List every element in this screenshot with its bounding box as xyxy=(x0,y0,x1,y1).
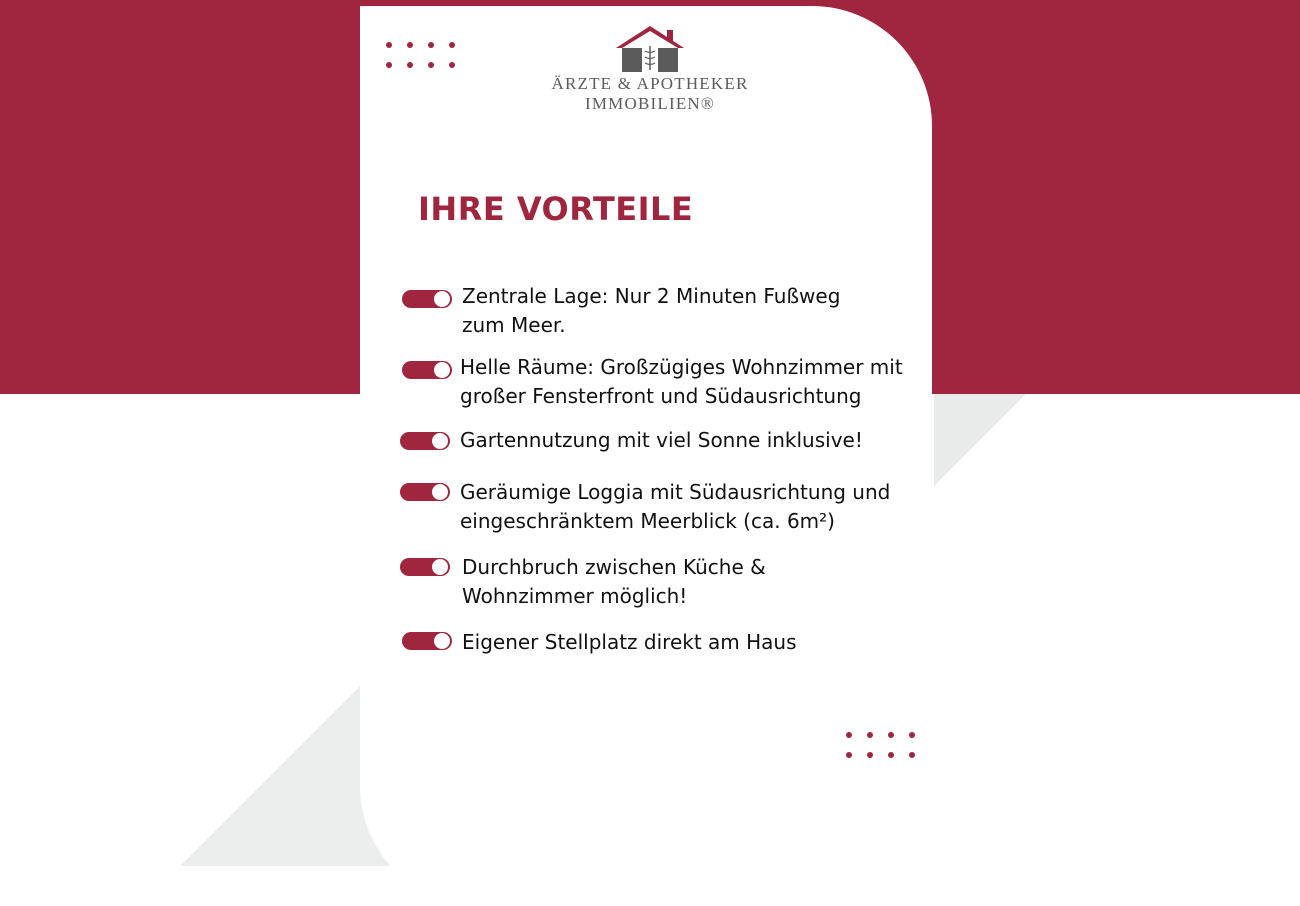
white-card xyxy=(360,6,932,906)
list-item-text: Zentrale Lage: Nur 2 Minuten Fußweg zum Meer. xyxy=(462,284,841,337)
toggle-icon xyxy=(400,558,450,576)
toggle-icon xyxy=(400,432,450,450)
list-item-text: Durchbruch zwischen Küche & Wohnzimmer möglich! xyxy=(462,555,766,608)
page-title: IHRE VORTEILE xyxy=(418,190,694,228)
house-caduceus-icon xyxy=(614,24,686,74)
list-item-text: Geräumige Loggia mit Südausrichtung und eingeschränktem Meerblick (ca. 6m²) xyxy=(460,480,891,533)
toggle-icon xyxy=(402,632,452,650)
dot-pattern-bottom-right xyxy=(846,732,915,758)
logo-text-line1: ÄRZTE & APOTHEKER xyxy=(551,74,749,93)
list-item-text: Helle Räume: Großzügiges Wohnzimmer mit großer Fensterfront und Südausrichtung xyxy=(460,355,903,408)
toggle-icon xyxy=(402,290,452,308)
logo-text-line2: IMMOBILIEN® xyxy=(585,94,715,113)
company-logo xyxy=(530,24,770,120)
toggle-icon xyxy=(402,361,452,379)
list-item-text: Eigener Stellplatz direkt am Haus xyxy=(462,630,797,654)
list-item-text: Gartennutzung mit viel Sonne inklusive! xyxy=(460,428,863,452)
toggle-icon xyxy=(400,483,450,501)
diagonal-shadow-upper xyxy=(934,394,1026,486)
dot-pattern-top-left xyxy=(386,42,455,68)
